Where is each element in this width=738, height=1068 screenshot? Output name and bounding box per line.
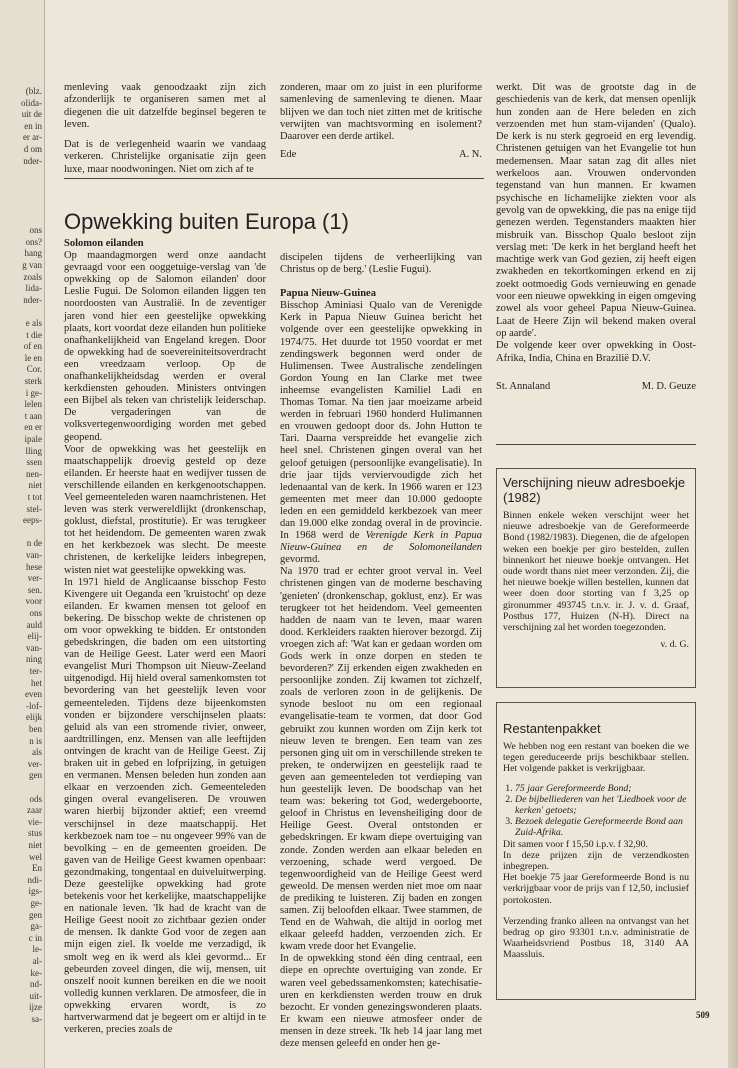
paragraph: menleving vaak genoodzaakt zijn zich afzonderlijk te organiseren samen met al diegenen die uit datzelfde beginsel begeren te leven. [64, 82, 266, 130]
margin-fragment: ods [29, 793, 42, 804]
shipping-note: Verzending franko alleen na ontvangst van het bedrag op giro 93301 t.n.v. administratie de Waarheidsvriend Postbus 18, 3140 AA Maassluis. [503, 915, 689, 961]
box-text: Binnen enkele weken verschijnt weer het nieuwe adresboekje van de Gereformeerde Bond (1982/1983). Diegenen, die de afgelopen weken een boekje per giro bestelden, zullen binnenkort het nieuwe boekje ontvangen. Het oude wordt thans niet meer verzonden. Zij, die het nieuwe boekje willen bestellen, kunnen dat weer doen door storting van f 3,25 op gironummer 493745 t.n.v. ir. J. v. d. Graaf, Postbus 177, Huizen (N-H). Direct na verschijning zal het worden toegezonden. [503, 510, 689, 634]
margin-fragment: lelen [24, 399, 42, 410]
margin-fragment: ga- [30, 921, 42, 932]
margin-fragment: Cor. [26, 364, 42, 375]
margin-fragment: t tot [27, 492, 42, 502]
margin-fragment: t die [26, 329, 42, 340]
list-item: 3. Bezoek delegatie Gereformeerde Bond aan Zuid-Afrika. [515, 816, 689, 838]
paragraph: Na 1970 trad er echter groot verval in. Veel christenen gingen van de moderne beschaving 'genieten' (dronkenschap, goklust, enz). Er was terugkeer tot het heidendom. Veel gemeenten hadden de naam van te leven, maar waren dood. Kerkleiders raakten hierover bezorgd. Zij vroegen zich af: 'Wat kan er gedaan worden om Gods werk in onze dorpen en steden te bevorderen?' Zij erkenden eigen zwakheden en persoonlijke zonden. Zij kwamen tot zichzelf, zoals de verloren zoon in de gelijkenis. De synode besloot nu om een regionaal evangelisatie-team te vormen, dat door God gebruikt zou kunnen worden om Zijn kerk tot nieuw leven te brengen. Een team van zes personen ging uit om in verschillende streken te preken, te onderwijzen en geestelijk raad te geven aan gemeenteleden tot verdieping van hun geestelijk leven. De boodschap van het team was: bekering tot God, wedergeboorte, geloof in Christus en levensheiliging door de Heilige Geest. Overal ontstonden er gebedskringen. Er kwam diepe overtuiging van zonde. Zonden werden aan elkaar beleden en verzoening, schade werd vergoed. De tegenwoordigheid van de Heilige Geest werd geweold. De mensen werden niet moe om naar de prediking te luisteren. Zij baden en zongen samen. Zij beloofden elkaar. Twee stammen, de Tend en de Wahwah, die altijd in oorlog met elkaar geleefd hadden, verzoenden zich. Er kwam vrede door het Evangelie. [280, 566, 482, 953]
margin-fragment: ons [29, 225, 42, 236]
margin-fragment: of en [23, 341, 42, 352]
margin-fragment: ke- [30, 967, 42, 978]
margin-fragment: e als [25, 318, 42, 328]
margin-fragment: En [32, 863, 42, 874]
margin-fragment: -lof- [26, 700, 42, 711]
signature [496, 381, 696, 393]
paragraph: De volgende keer over opwekking in Oost-Afrika, India, China en Brazilië D.V. [496, 340, 696, 364]
margin-fragment: voor [25, 596, 42, 607]
box-title: Verschijning nieuw adresboekje (1982) [503, 475, 686, 505]
paragraph: In de opwekking stond één ding centraal, een diepe en oprechte overtuiging van zonde. Er waren veel gebedssamenkomsten; katechisatie-uren en kerkdiensten werden trouw en druk bezocht. Er vonden genezingswonderen plaats. Er kwam een nieuwe atmosfeer onder de mensen in deze streek. 'Ik heb 14 jaar lang met deze mensen geleefd en onder hen ge- [280, 953, 482, 1049]
margin-fragment: t aan [24, 410, 42, 421]
box-title: Restantenpakket [503, 721, 601, 736]
paragraph: Dat is de verlegenheid waarin we vandaag verkeren. Christelijke organisatie zijn geen luxe, maar noodwoningen. Niet om zich af te [64, 139, 266, 175]
margin-fragment: elijk [26, 712, 42, 723]
notice-box-address-book [496, 468, 696, 688]
margin-fragment: zoals [23, 271, 42, 282]
divider [496, 444, 696, 445]
margin-fragment: le en [24, 352, 42, 363]
paragraph: Voor de opwekking was het geestelijk en maatschappelijk droevig gesteld op deze eilanden. Er heerste haat en wedijver tussen de verschillende eilanden en kerkgenootschappen. Veel gemeenteleden waren naamchristenen. Het leven was sterk verwereldlijkt (dronkenschap, goklust, diefstal, prostitutie). Er was terugkeer tot het heidendom. De gemeenten waren zwak en het kerkbezoek was slecht. De meeste christenen, de kerkelijke leiders inbegrepen, wisten niet wat geestelijke opwekking was. [64, 443, 266, 576]
article-column-2 [280, 252, 482, 1050]
top-column-2 [280, 82, 482, 162]
margin-fragment: ssen [26, 457, 42, 468]
margin-fragment: ipale [24, 434, 42, 444]
paragraph: In 1971 hield de Anglicaanse bisschop Festo Kivengere uit Oeganda een 'kruistocht' op deze eilanden. Er kwamen mensen tot geloof en bekering. De bisschop wekte de christenen op om voor opwekking te bidden. Er ontstonden gebedskringen, die baden om een uitstorting van de Heilige Geest. Later werd een Maori evangelist Muri Thompson uit Nieuw-Zeeland uitgenodigd. Hij hield overal samenkomsten tot bevordering van het geestelijk leven voor gemeenteleden. Tijdens deze bijeenkomsten vonden er bijzondere verschijnselen plaats: geluid als van een stromende rivier, onweer, aardtrillingen, enz. Mensen van alle leeftijden ontvingen de kracht van de Heilige Geest. Zij braken uit in gebed en lofprijzing, in getuigen en vermanen. Mensen beleden hun zonden aan elkaar en verzoenden zich. Gemeenteleden gingen overal evangeliseren. De vrouwen waren hierbij bijzonder aktief; een vreemd verschijnsel in deze maatschappij. Het kerkbezoek nam toe – nu ongeveer 99% van de bevolking – en de gemeenten groeiden. De gaven van de Heilige Geest kwamen openbaar: gezondmaking, tongentaal en duiveluitwerping. Deze geestelijke opwekking had grote betekenis voor het kerkelijke, maatschappelijke en nationale leven. 'Ik had de kracht van de Heilige Geest nooit zo zichtbaar gezien onder de mensen. Ik dankte God voor de zegen aan mijn eigen ziel. Ik voelde me verzadigd, ik smolt weg en ik werd als klei gevormd... Er gebeurden zoveel dingen, die wij, mensen, uit onszelf nooit kunnen bereiken en die we nooit volledig kunnen verklaren. De atmosfeer, die in opwekking ervaren wordt, is zo hartverwarmend dat je begeert om er altijd in te verkeren, precies zoals de [64, 576, 266, 1036]
margin-fragment: n de [26, 538, 42, 549]
paragraph: werkt. Dit was de grootste dag in de geschiedenis van de kerk, dat mensen openlijk hun zonden aan de Here beleden en zich verzoenden met hun stam-vijanden' (Qualo). De kerk is nu sterk gegroeid en erg levendig. Christenen getuigen van het Evangelie tot hun medemensen. Maar satan zag dit alles niet werkeloos aan. Vrouwen ondervonden tegenstand van hun mannen. Er kwamen psychische en lichamelijke ziekten voor als gevolg van de opwekking, die pas na enige tijd genezen werden. Tegenstanders maakten hier misbruik van. Bisschop Qualo besloot zijn verslag met: 'De kerk in het bergland heeft het machtige werk van God gezien, zij heeft eigen zwakheden en tekortkomingen erkend en zij zoekt ootmoedig Gods vernieuwing en genade voor een nieuwe opwekking in eigen omgeving zowel als voor geheel Papua Nieuw-Guinea. Laat de Heere Zijn wil bekend maken overal op aarde'. [496, 82, 696, 339]
margin-fragment: ge- [30, 898, 42, 908]
page-number: 509 [696, 1010, 710, 1020]
margin-fragment: n is [29, 735, 42, 746]
single-book-offer: Het boekje 75 jaar Gereformeerde Bond is nu verkrijgbaar voor de prijs van f 12,50, inclusief portokosten. [503, 872, 689, 906]
margin-fragment: elij- [27, 631, 42, 642]
margin-fragment: le- [32, 944, 42, 955]
signature-author: A. N. [458, 149, 482, 161]
margin-fragment: ben [29, 724, 42, 734]
margin-fragment: gen [29, 909, 42, 920]
margin-fragment: igs- [28, 886, 42, 897]
margin-fragment: en er [24, 422, 42, 433]
margin-fragment: stel- [26, 503, 42, 514]
margin-fragment: ver- [27, 758, 42, 769]
margin-fragment: ijze [29, 1002, 42, 1013]
signature-place: St. Annaland [496, 380, 551, 392]
margin-fragment: hese [26, 561, 42, 572]
margin-fragment: c in [28, 932, 42, 943]
margin-fragment: g van [22, 260, 42, 270]
margin-fragment: d om [23, 144, 42, 154]
top-column-1 [64, 82, 266, 176]
article-column-3 [496, 82, 696, 393]
signature-author: M. D. Geuze [641, 380, 696, 392]
margin-fragment: lida- [25, 283, 42, 294]
margin-fragment: van- [26, 550, 42, 560]
margin-fragment: ter- [29, 666, 42, 676]
margin-fragment: gen [29, 770, 42, 781]
margin-fragment: auld [26, 619, 42, 630]
notice-box-remainder-package [496, 702, 696, 1000]
list-item: 2. De bijbelliederen van het 'Liedboek voor de kerken' getoets; [515, 794, 689, 816]
page-edge [728, 0, 738, 1068]
text: Bisschop Aminiasi Qualo van de Verenigde Kerk in Papua Nieuw Guinea bericht het volgende over een geestelijke opwekking in 1974/75. Het duurde tot 1950 voordat er met zendingswerk begonnen werd onder de Hulimensen. Twee Australische zendelingen Gordon Young en Ian Clarke met twee inheemse evangelisten Kamiliel Ladi en Thomas Tomar. Na tien jaar moeizame arbeid werden in februari 1960 honderd Hulimannen en vrouwen gedoopt door ds. John Hutton te Tari. Daarna verspreidde het evangelie zich heel snel. Christenen gingen overal van het geloof getuigen (persoonlijke evangelisatie). In drie jaar tijds verviervoudigde zich het ledenaantal van de kerk. In 1966 waren er 123 gemeenten met meer dan 10.000 gedoopte leden en een gemiddeld kerkbezoek van meer dan 19.000 elke zondag overal in de provincie. In 1968 werd de [280, 300, 482, 542]
margin-fragment: ning [25, 654, 42, 665]
section-heading: Papua Nieuw-Guinea [280, 288, 376, 300]
divider [64, 178, 484, 179]
postage-note: In deze prijzen zijn de verzendkosten inbegrepen. [503, 849, 689, 873]
margin-fragment: uit- [29, 990, 42, 1001]
margin-fragment: en in [24, 120, 42, 131]
margin-fragment: ndi- [27, 874, 42, 885]
paragraph: zonderen, maar om zo juist in een pluriforme samenleving de samenleving te dienen. Maar blijven we dan toch niet zitten met de kritische verwijten van machtsvorming en isolement? Daarover een derde artikel. [280, 82, 482, 143]
margin-fragment: zaar [27, 805, 42, 816]
margin-fragment: hang [24, 248, 42, 259]
margin-fragment: wel [29, 851, 42, 862]
package-list [503, 783, 689, 839]
margin-fragment: nen- [26, 468, 42, 479]
margin-fragment: ver- [27, 573, 42, 584]
margin-fragment: sen. [27, 584, 42, 595]
article-title: Opwekking buiten Europa (1) [64, 209, 349, 234]
paragraph: Op maandagmorgen werd onze aandacht gevraagd voor een ooggetuige-verslag van 'de opwekking op de Salomon eilanden' door Leslie Fugui. De Solomon eilanden liggen ten noordoosten van Australië. In de zeventiger jaren vond hier een geestelijke opwekking plaats, kort voordat deze eilanden hun politieke onafhankelijkheid van Engeland kregen. Door de opwekking had de soevereiniteitsoverdracht een vreedzaam verloop. Op de onafhankelijkheidsdag werden er overal kerkdiensten gehouden. Ministers ontvingen een Bijbel als teken van christelijk leiderschap. De vergaderingen van de volksvertegenwoordiging worden met gebed geopend. [64, 250, 266, 443]
margin-fragment: ons [29, 608, 42, 618]
box-signature: v. d. G. [660, 639, 689, 651]
previous-page-margin [0, 0, 45, 1068]
margin-fragment: niet [28, 840, 42, 850]
article-column-1 [64, 238, 266, 1036]
margin-fragment: olida- [21, 97, 42, 108]
price-line: Dit samen voor f 15,50 i.p.v. f 32,90. [503, 838, 648, 850]
margin-fragment: sa- [31, 1014, 42, 1024]
margin-fragment: niet [28, 480, 42, 491]
text: gevormd. [280, 554, 320, 566]
margin-fragment: als [32, 747, 42, 758]
box-text: We hebben nog een restant van boeken die we tegen gereduceerde prijs beschikbaar stellen. Het volgende pakket is verkrijgbaar. [503, 741, 689, 775]
margin-fragment: van- [26, 642, 42, 653]
signature [280, 149, 482, 161]
margin-fragment: uit de [21, 109, 42, 120]
section-heading: Solomon eilanden [64, 238, 144, 249]
margin-fragment: al- [32, 956, 42, 966]
emphasis: Verenigde Kerk in Papua Nieuw-Guinea en de Solomoneilanden [280, 530, 482, 554]
margin-fragment: vie- [28, 816, 42, 827]
margin-fragment: het [31, 677, 42, 688]
margin-fragment: nder- [23, 155, 42, 166]
margin-fragment: sterk [24, 376, 42, 386]
signature-place: Ede [280, 149, 297, 161]
margin-fragment: i ge- [25, 387, 42, 398]
margin-fragment: (blz. [25, 86, 42, 96]
margin-fragment: lling [25, 445, 42, 456]
paragraph [280, 300, 482, 566]
margin-fragment: stus [27, 828, 42, 839]
paragraph: discipelen tijdens de verheerlijking van Christus op de berg.' (Leslie Fugui). [280, 252, 482, 276]
margin-fragment: er ar- [22, 132, 42, 143]
margin-fragment: nder- [23, 294, 42, 305]
margin-fragment: ons? [25, 236, 42, 247]
list-item: 1. 75 jaar Gereformeerde Bond; [515, 783, 689, 794]
margin-fragment: even [25, 689, 42, 700]
margin-fragment: nd- [30, 979, 42, 990]
margin-fragment: eeps- [23, 515, 42, 526]
